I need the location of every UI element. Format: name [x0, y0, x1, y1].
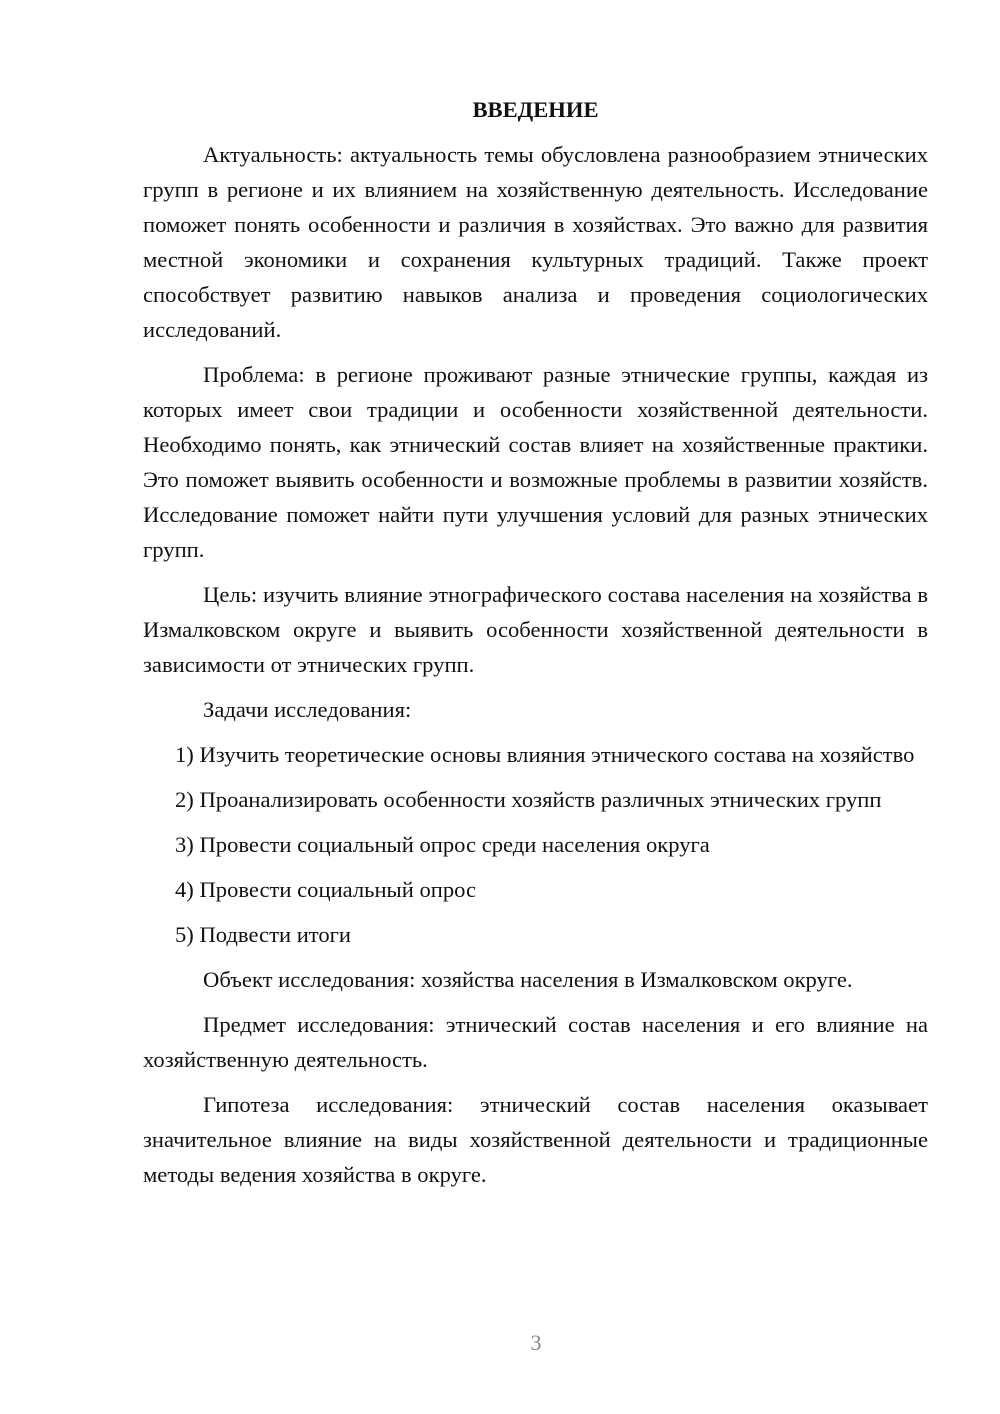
hypothesis-paragraph: Гипотеза исследования: этнический состав населения оказывает значительное влияние на виды хозяйственной деятельности и традиционные методы ведения хозяйства в округе.	[143, 1092, 928, 1187]
list-item: 5) Подвести итоги	[175, 922, 352, 947]
list-item: 2) Проанализировать особенности хозяйств различных этнических групп	[175, 787, 882, 812]
relevance-paragraph: Актуальность: актуальность темы обусловлена разнообразием этнических групп в регионе и их влиянием на хозяйственную деятельность. Исследование поможет понять особенности и различия в хозяйствах. Это важно для развития местной экономики и сохранения культурных традиций. Также проект способствует развитию навыков анализа и проведения социологических исследований.	[143, 142, 928, 342]
tasks-title: Задачи исследования:	[203, 697, 412, 722]
goal-paragraph: Цель: изучить влияние этнографического состава населения на хозяйства в Измалковском округе и выявить особенности хозяйственной деятельности в зависимости от этнических групп.	[143, 582, 928, 677]
tasks-list	[143, 737, 928, 952]
problem-paragraph: Проблема: в регионе проживают разные этнические группы, каждая из которых имеет свои традиции и особенности хозяйственной деятельности. Необходимо понять, как этнический состав влияет на хозяйственные практики. Это поможет выявить особенности и возможные проблемы в развитии хозяйств. Исследование поможет найти пути улучшения условий для разных этнических групп.	[143, 362, 928, 562]
list-item: 4) Провести социальный опрос	[175, 877, 477, 902]
list-item: 3) Провести социальный опрос среди населения округа	[175, 832, 710, 857]
list-item: 1) Изучить теоретические основы влияния этнического состава на хозяйство	[175, 742, 915, 767]
document-page	[143, 95, 928, 1202]
section-heading: ВВЕДЕНИЕ	[472, 97, 599, 122]
object-paragraph: Объект исследования: хозяйства населения в Измалковском округе.	[203, 967, 853, 992]
subject-paragraph: Предмет исследования: этнический состав населения и его влияние на хозяйственную деятельность.	[143, 1012, 928, 1072]
page-number: 3	[530, 1330, 542, 1355]
